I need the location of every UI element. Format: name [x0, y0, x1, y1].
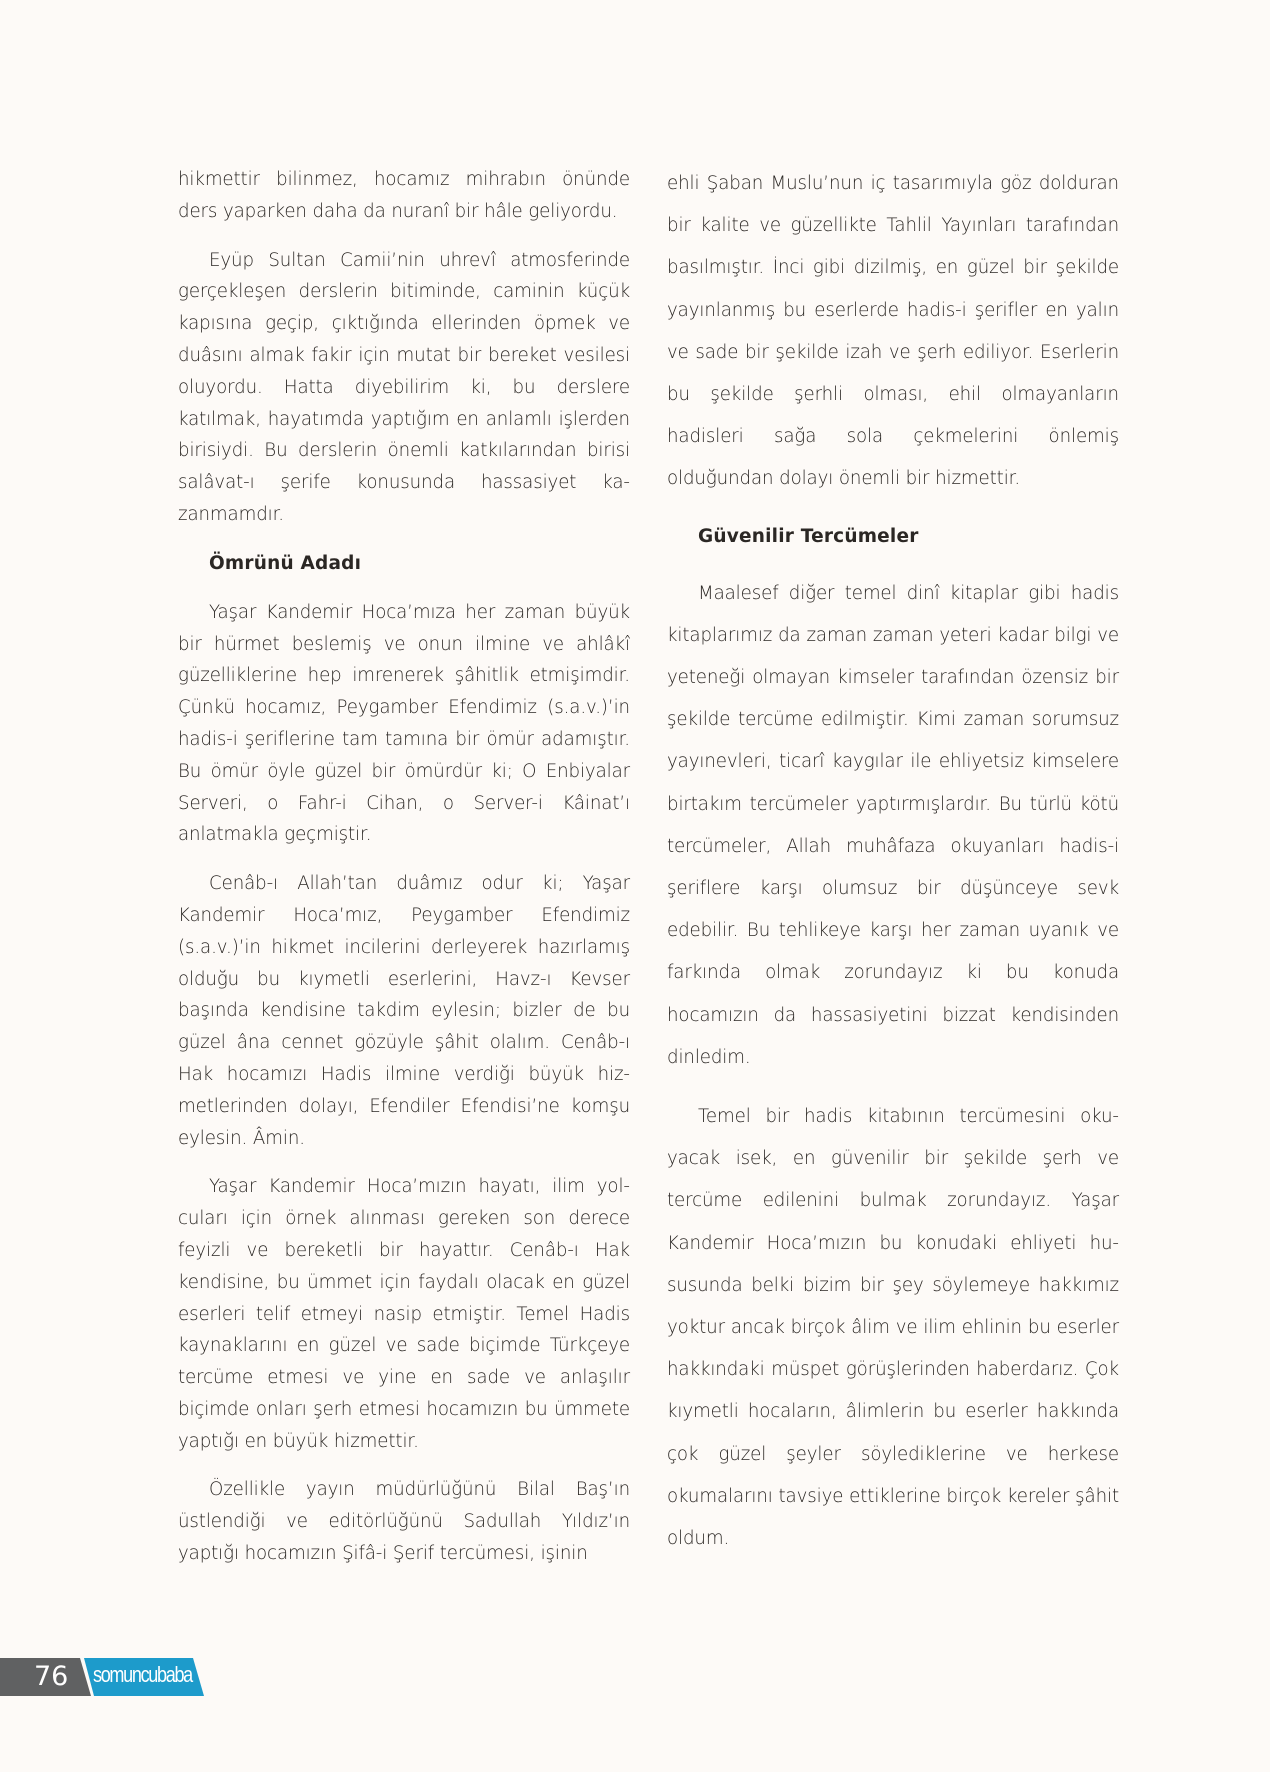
paragraph: hikmettir bilinmez, hocamız mihrabın önünde ders yaparken daha da nuranî bir hâle geliyordu.: [178, 169, 630, 222]
paragraph: Cenâb-ı Allah’tan duâmız odur ki; Yaşar Kandemir Hoca’mız, Peygamber Efendimiz (s.a.v.)’in hikmet incilerini derleyerek hazırlamış olduğu bu kıymetli eserlerini, Havz-ı Kevser başında kendisine takdim eylesin; bizler de bu güzel âna cennet gözüyle şâhit olalım. Cenâb-ı Hak hocamızı Hadis ilmine verdiği büyük hizmetlerinden dolayı, Efendiler Efendisi’ne komşu eylesin. Âmin.: [178, 873, 630, 1149]
left-column: [178, 164, 630, 1570]
section-heading: Ömrünü Adadı: [209, 552, 362, 574]
page-number: 76: [34, 1661, 69, 1692]
section-heading: Güvenilir Tercümeler: [698, 525, 919, 547]
right-column: [667, 163, 1119, 1560]
brand-logo: somuncubaba: [93, 1662, 192, 1687]
paragraph: Özellikle yayın müdürlüğünü Bilal Baş’ın üstlendiği ve editörlüğünü Sadullah Yıldız’ın yaptığı hocamızın Şifâ-i Şerif tercümesi, işinin: [178, 1479, 630, 1565]
paragraph: ehli Şaban Muslu’nun iç tasarımıyla göz dolduran bir kalite ve güzellikte Tahlil Yayınları tarafından basılmıştır. İnci gibi dizilmiş, en güzel bir şekilde yayınlanmış bu eserlerde hadis-i şerifler en yalın ve sade bir şekilde izah ve şerh ediliyor. Eserlerin bu şekilde şerhli olması, ehil olmayanların hadisleri sağa sola çekmelerini önlemiş olduğundan dolayı önemli bir hizmettir.: [667, 173, 1119, 490]
paragraph: Maalesef diğer temel dinî kitaplar gibi hadis kitaplarımız da zaman zaman yeteri kadar bilgi ve yeteneği olmayan kimseler tarafından özensiz bir şekilde tercüme edilmiştir. Kimi zaman sorumsuz yayınevleri, ticarî kaygılar ile ehliyetsiz kimselere birtakım tercümeler yaptırmışlardır. Bu türlü kötü tercümeler, Allah muhâfaza okuyanları hadis-i şeriflere karşı olumsuz bir düşünceye sevk edebilir. Bu tehlikeye karşı her zaman uyanık ve farkında olmak zorundayız ki bu konuda hocamızın da hassasiyetini bizzat kendisinden dinledim.: [667, 582, 1119, 1068]
paragraph: Yaşar Kandemir Hoca’mıza her zaman büyük bir hürmet beslemiş ve onun ilmine ve ahlâkî güzelliklerine hep imrenerek şâhitlik etmişimdir. Çünkü hocamız, Peygamber Efendimiz (s.a.v.)’in hadis-i şeriflerine tam tamına bir ömür adamıştır. Bu ömür öyle güzel bir ömürdür ki; O Enbiyalar Serveri, o Fahr-i Cihan, o Server-i Kâinat’ı anlatmakla geçmiştir.: [178, 601, 630, 846]
paragraph: Yaşar Kandemir Hoca’mızın hayatı, ilim yolcuları için örnek alınması gereken son derece feyizli ve bereketli bir hayattır. Cenâb-ı Hak kendisine, bu ümmet için faydalı olacak en güzel eserleri telif etmeyi nasip etmiştir. Temel Hadis kaynaklarını en güzel ve sade biçimde Türkçeye tercüme etmesi ve yine en sade ve anlaşılır biçimde onları şerh etmesi hocamızın bu ümmete yaptığı en büyük hizmettir.: [178, 1176, 630, 1452]
page-footer: [0, 1658, 210, 1696]
paragraph: Eyüp Sultan Camii’nin uhrevî atmosferinde gerçekleşen derslerin bitiminde, caminin küçük kapısına geçip, çıktığında ellerinden öpmek ve duâsını almak fakir için mutat bir bereket vesilesi oluyordu. Hatta diyebilirim ki, bu derslere katılmak, hayatımda yaptığım en anlamlı işlerden birisiydi. Bu derslerin önemli katkılarından birisi salâvat-ı şerife konusunda hassasiyet kazanmamdır.: [178, 249, 630, 525]
paragraph: Temel bir hadis kitabının tercümesini okuyacak isek, en güvenilir bir şekilde şerh ve tercüme edilenini bulmak zorundayız. Yaşar Kandemir Hoca’mızın bu konudaki ehliyeti hususunda belki bizim bir şey söylemeye hakkımız yoktur ancak birçok âlim ve ilim ehlinin bu eserler hakkındaki müspet görüşlerinden haberdarız. Çok kıymetli hocaların, âlimlerin bu eserler hakkında çok güzel şeyler söylediklerine ve herkese okumalarını tavsiye ettiklerine birçok kereler şâhit oldum.: [667, 1106, 1119, 1550]
